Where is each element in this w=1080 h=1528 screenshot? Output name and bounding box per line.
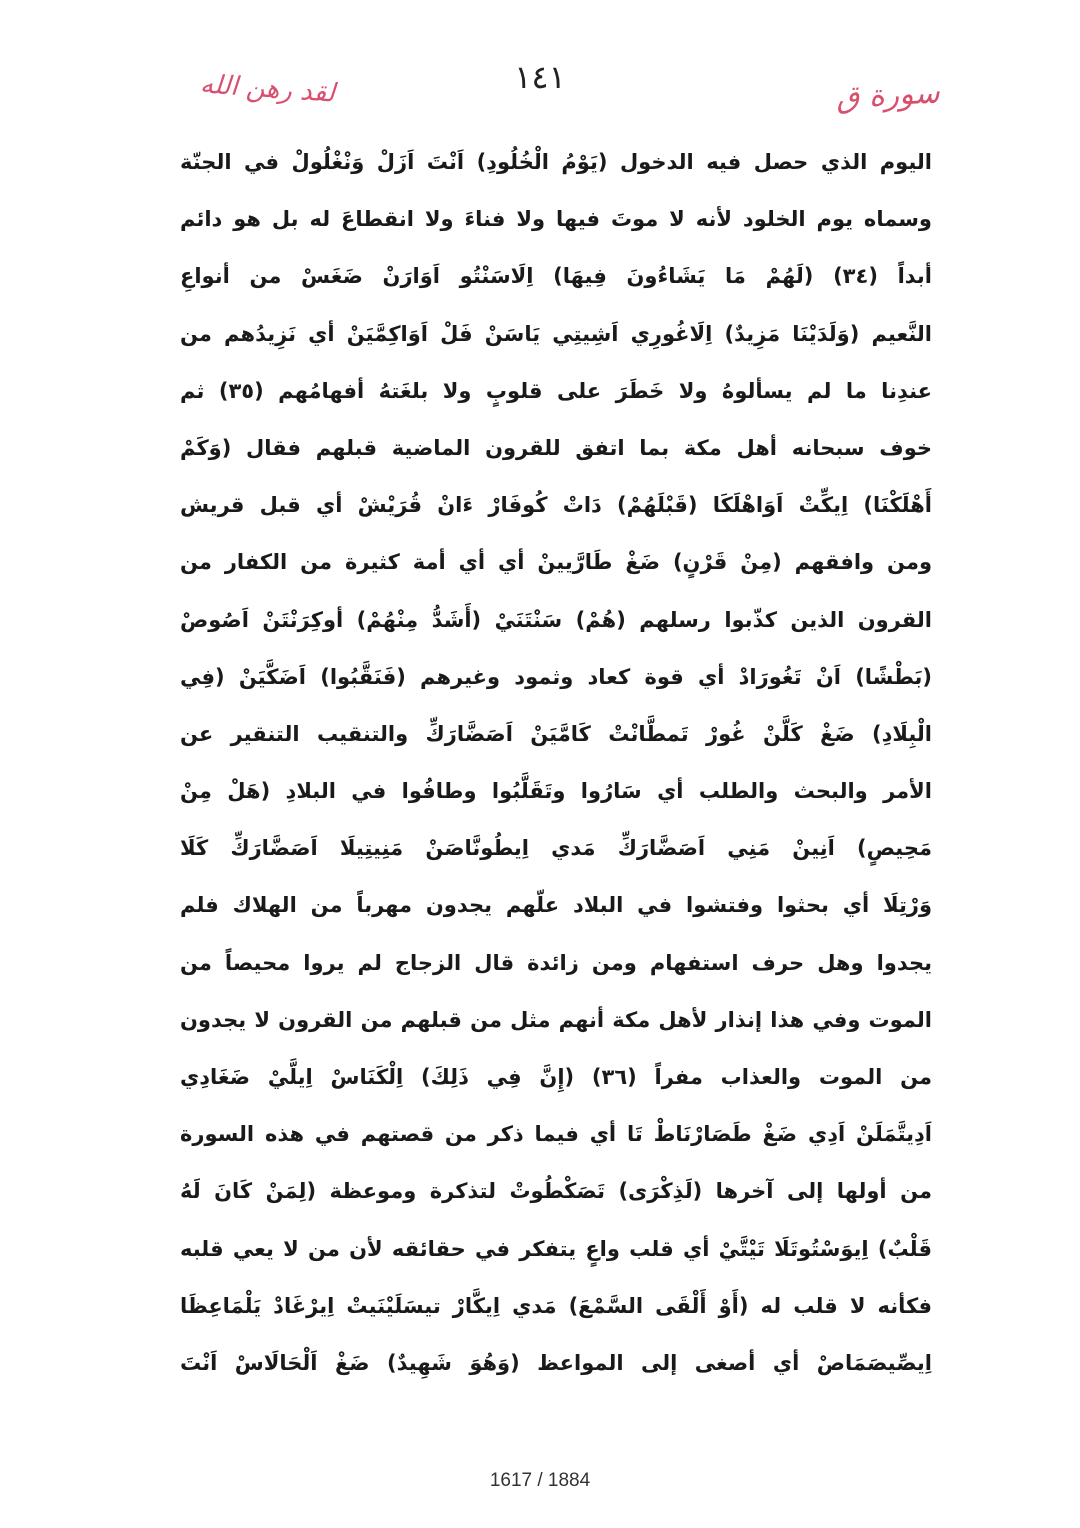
handwritten-annotation-surah: سورة ق (835, 75, 941, 116)
text-line: من الموت والعذاب مفراً (٣٦) (إِنَّ فِي ذَلِكَ) اِلْكَنَاسْ اِيلَّيْ ضَغَادِي (180, 1065, 932, 1089)
text-line: قَلْبٌ) اِيوَسْتُوتَلَا تَيْتَّيْ أي قلب واعٍ يتفكر في حقائقه لأن من لا يعي قلبه (180, 1236, 932, 1261)
text-line: اليوم الذي حصل فيه الدخول (يَوْمُ الْخُلُودِ) اَنْتَ اَزَلْ وَنْغْلُولْ في الجنّة (180, 150, 932, 174)
text-line: أبداً (٣٤) (لَهُمْ مَا يَشَاءُونَ فِيهَا) اِلَاسَنْتُو اَوَارَنْ ضَغَسْ من أنواعِ (180, 264, 932, 289)
text-line: وَرْتِلَا أي بحثوا وفتشوا في البلاد علّهم يجدون مهرباً من الهلاك فلم (180, 893, 932, 918)
text-line: ومن وافقهم (مِنْ قَرْنٍ) ضَغْ طَارَّيينْ أي أي أمة كثيرة من الكفار من (180, 550, 932, 575)
text-line: فكأنه لا قلب له (أَوْ أَلْقَى السَّمْعَ) مَدي اِيكَّارْ تيسَلَيْنَيتْ اِيرْغَادْ يَلْمَاعِظَا (180, 1293, 932, 1318)
text-line: القرون الذين كذّبوا رسلهم (هُمْ) سَنْتَنَيْ (أَشَدُّ مِنْهُمْ) أوكِرَنْتَنْ اَصُوصْ (180, 607, 932, 632)
text-line: عندِنا ما لم يسألوهُ ولا خَطَرَ على قلوبٍ ولا بلغَتهُ أفهامُهم (٣٥) ثم (180, 378, 932, 403)
text-line: الأمر والبحث والطلب أي سَارُوا وتَقَلَّبُوا وطافُوا في البلادِ (هَلْ مِنْ (180, 779, 932, 804)
text-line: خوف سبحانه أهل مكة بما اتفق للقرون الماضية قبلهم فقال (وَكَمْ (180, 435, 932, 460)
text-line: مَحِيصٍ) اَنِينْ مَنِي اَصَضَّارَكِّ مَدي اِيطُونَّاصَنْ مَنِيتِيلَا اَصَضَّارَكِّ كَلَا (180, 836, 932, 861)
text-line: وسماه يوم الخلود لأنه لا موتَ فيها ولا فناءَ ولا انقطاعَ له بل هو دائم (180, 207, 932, 232)
text-line: (بَطْشًا) اَنْ تَغُورَادْ أي قوة كعاد وثمود وغيرهم (فَنَقَّبُوا) اَضَكَّيَنْ (فِي (180, 664, 932, 689)
text-line: يجدوا وهل حرف استفهام ومن زائدة قال الزجاج لم يروا محيصاً من (180, 950, 932, 975)
text-line: أَهْلَكْنَا) اِيكِّتْ اَوَاهْلَكَا (قَبْلَهُمْ) دَاتْ كُوفَارْ ءَانْ قُرَيْشْ أي قبل قريش (180, 493, 932, 518)
text-line: الْبِلَادِ) ضَغْ كَلَّنْ غُورْ تَمطَّانْتْ كَامَّيَنْ اَصَضَّارَكِّ والتنقيب التنقير عن (180, 721, 932, 746)
text-line: اِيصِّيصَمَاصْ أي أصغى إلى المواعظ (وَهُوَ شَهِيدٌ) ضَغْ اَلْحَالَاسْ اَنْتَ (180, 1350, 932, 1375)
pdf-page-counter: 1617 / 1884 (489, 1470, 591, 1491)
text-line: النَّعيم (وَلَدَيْنَا مَزِيدٌ) اِلَاغُورِي اَشِيتِي يَاسَنْ فَلْ اَوَاكِمَّيَنْ أي نَزِيدُهم من (180, 321, 932, 346)
page-number: ١٤١ (514, 58, 566, 96)
body-text (180, 134, 932, 1392)
text-line: اَدِيتَّمَلَنْ اَدِي ضَغْ طَصَارْنَاطْ تَا أي فيما ذكر من قصتهم في هذه السورة (180, 1122, 932, 1147)
text-line: الموت وفي هذا إنذار لأهل مكة أنهم مثل من قبلهم من القرون لا يجدون (180, 1007, 932, 1032)
text-line: من أولها إلى آخرها (لَذِكْرَى) تَصَكْطُوتْ لتذكرة وموعظة (لِمَنْ كَانَ لَهُ (180, 1179, 932, 1204)
handwritten-annotation-note: لقد رهن الله (199, 69, 336, 109)
